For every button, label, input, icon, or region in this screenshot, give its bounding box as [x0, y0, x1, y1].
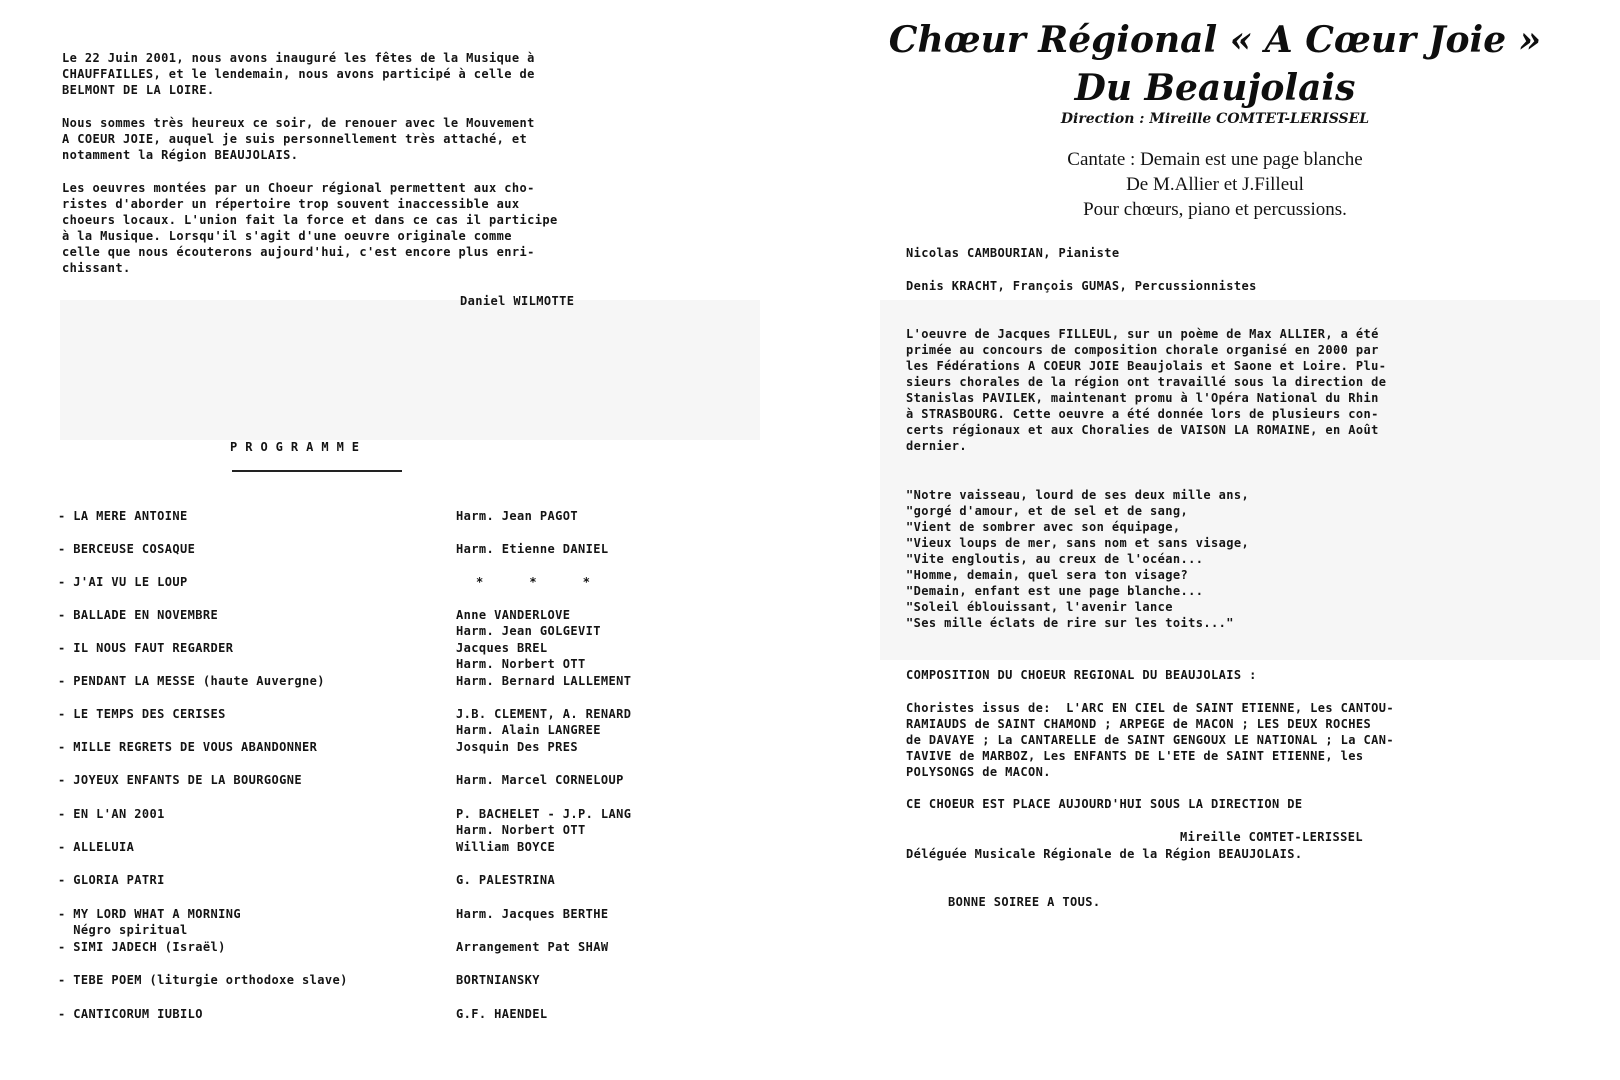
piece-composer: J.B. CLEMENT, A. RENARD Harm. Alain LANGREE [456, 707, 632, 737]
piece-title: - BALLADE EN NOVEMBRE [58, 608, 219, 622]
programme-underline [232, 470, 402, 472]
piece-composer: Harm. Jacques BERTHE [456, 907, 609, 921]
composition-heading: COMPOSITION DU CHOEUR REGIONAL DU BEAUJOLAIS : [906, 668, 1257, 682]
piece-title: - TEBE POEM (liturgie orthodoxe slave) [58, 973, 348, 987]
piece-composer: Harm. Jean PAGOT [456, 509, 578, 523]
cantate-line: Cantate : Demain est une page blanche [1067, 149, 1363, 170]
piece-composer: G.F. HAENDEL [456, 1007, 548, 1021]
programme-row [58, 1006, 758, 1070]
piece-composer: BORTNIANSKY [456, 973, 540, 987]
piece-title: - BERCEUSE COSAQUE [58, 542, 196, 556]
piece-title: - ALLELUIA [58, 840, 135, 854]
percussionists-line: Denis KRACHT, François GUMAS, Percussionnistes [906, 279, 1257, 293]
director-title: Déléguée Musicale Régionale de la Région BEAUJOLAIS. [906, 847, 1303, 861]
choristes-paragraph: Choristes issus de: L'ARC EN CIEL de SAINT ETIENNE, Les CANTOU- RAMIAUDS de SAINT CHAMOND ; ARPEGE de MACON ; LES DEUX ROCHES de DAVAYE ; La CANTARELLE de SAINT GENGOUX LE NATIONAL ; La CAN- TAVIVE de MARBOZ, Les ENFANTS DE L'ETE de SAINT ETIENNE, les POLYSONGS de MACON. [906, 701, 1394, 779]
piece-title: - MY LORD WHAT A MORNING Négro spiritual [58, 907, 241, 937]
piece-composer: Harm. Etienne DANIEL [456, 542, 609, 556]
choir-title-line-1: Chœur Régional « A Cœur Joie » [888, 19, 1542, 61]
direction-subtitle: Direction : Mireille COMTET-LERISSEL [1060, 111, 1370, 127]
piece-title: - IL NOUS FAUT REGARDER [58, 641, 234, 655]
piece-composer: Jacques BREL Harm. Norbert OTT [456, 641, 586, 671]
poem: "Notre vaisseau, lourd de ses deux mille ans, "gorgé d'amour, et de sel et de sang, "Vient de sombrer avec son équipage, "Vieux loups de mer, sans nom et sans visage, "Vite engloutis, au creux de l'océan... "Homme, demain, quel sera ton visage? "Demain, enfant est une page blanche... "Soleil éblouissant, l'avenir lance "Ses mille éclats de rire sur les toits..." [906, 488, 1250, 630]
director-name: Mireille COMTET-LERISSEL [1180, 830, 1363, 844]
programme-title: PROGRAMME [230, 440, 368, 454]
intro-paragraph-2: Nous sommes très heureux ce soir, de renouer avec le Mouvement A COEUR JOIE, auquel je suis personnellement très attaché, et notamment la Région BEAUJOLAIS. [62, 116, 535, 162]
piece-composer: G. PALESTRINA [456, 873, 556, 887]
piece-title: - LE TEMPS DES CERISES [58, 707, 226, 721]
piece-composer: Harm. Bernard LALLEMENT [456, 674, 632, 688]
piece-title: - EN L'AN 2001 [58, 807, 165, 821]
cantate-line: Pour chœurs, piano et percussions. [1083, 199, 1347, 220]
piece-title: - SIMI JADECH (Israël) [58, 940, 226, 954]
piece-title: - J'AI VU LE LOUP [58, 575, 188, 589]
piece-title: - JOYEUX ENFANTS DE LA BOURGOGNE [58, 773, 302, 787]
direction-line: CE CHOEUR EST PLACE AUJOURD'HUI SOUS LA DIRECTION DE [906, 797, 1303, 811]
intro-paragraph-1: Le 22 Juin 2001, nous avons inauguré les fêtes de la Musique à CHAUFFAILLES, et le lendemain, nous avons participé à celle de BELMONT DE LA LOIRE. [62, 51, 535, 97]
piece-composer: Anne VANDERLOVE Harm. Jean GOLGEVIT [456, 608, 601, 638]
piece-composer: * * * [476, 575, 591, 589]
piece-title: - CANTICORUM IUBILO [58, 1007, 203, 1021]
choir-title-line-2: Du Beaujolais [1074, 67, 1356, 109]
piece-title: - MILLE REGRETS DE VOUS ABANDONNER [58, 740, 318, 754]
scan-shading [60, 300, 760, 440]
piece-title: - PENDANT LA MESSE (haute Auvergne) [58, 674, 325, 688]
piece-composer: Arrangement Pat SHAW [456, 940, 609, 954]
piece-composer: Josquin Des PRES [456, 740, 578, 754]
cantate-line: De M.Allier et J.Filleul [1126, 174, 1304, 195]
oeuvre-paragraph: L'oeuvre de Jacques FILLEUL, sur un poème de Max ALLIER, a été primée au concours de composition chorale organisé en 2000 par les Fédérations A COEUR JOIE Beaujolais et Saone et Loire. Plu- sieurs chorales de la région ont travaillé sous la direction de Stanislas PAVILEK, maintenant promu à l'Opéra National du Rhin à STRASBOURG. Cette oeuvre a été donnée lors de plusieurs con- certs régionaux et aux Choralies de VAISON LA ROMAINE, en Août dernier. [906, 327, 1387, 453]
closing-line: BONNE SOIREE A TOUS. [948, 895, 1101, 909]
piece-composer: William BOYCE [456, 840, 556, 854]
right-page [810, 0, 1620, 1080]
signature: Daniel WILMOTTE [460, 294, 575, 308]
pianist-line: Nicolas CAMBOURIAN, Pianiste [906, 246, 1120, 260]
intro-paragraph-3: Les oeuvres montées par un Choeur régional permettent aux cho- ristes d'aborder un répertoire trop souvent inaccessible aux choeurs locaux. L'union fait la force et dans ce cas il participe à la Musique. Lorsqu'il s'agit d'une oeuvre originale comme celle que nous écouterons aujourd'hui, c'est encore plus enri- chissant. [62, 181, 558, 275]
piece-composer: P. BACHELET - J.P. LANG Harm. Norbert OTT [456, 807, 632, 837]
piece-title: - GLORIA PATRI [58, 873, 165, 887]
piece-composer: Harm. Marcel CORNELOUP [456, 773, 624, 787]
piece-title: - LA MERE ANTOINE [58, 509, 188, 523]
